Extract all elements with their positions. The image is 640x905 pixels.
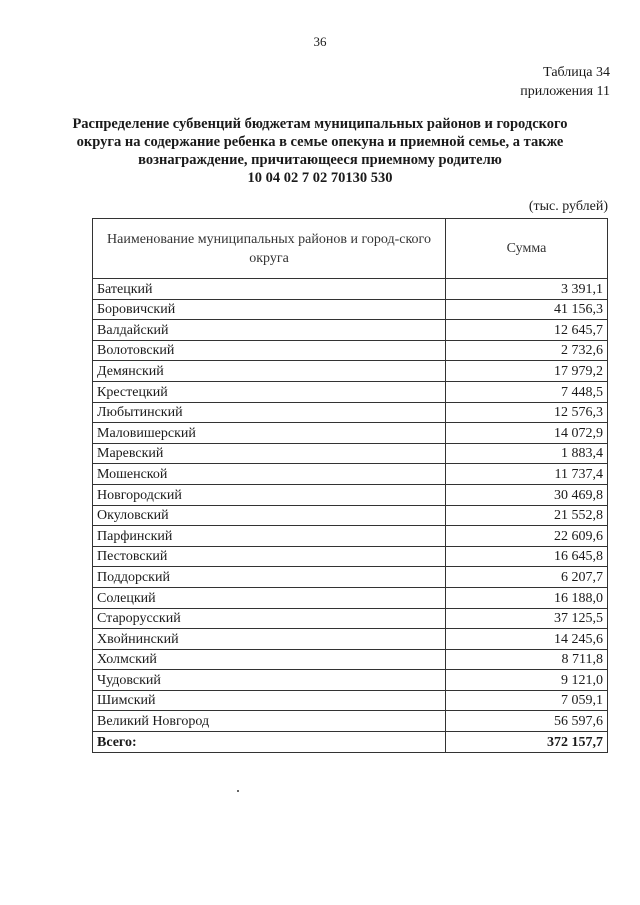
- district-name: Парфинский: [93, 526, 446, 547]
- table-reference: [520, 63, 610, 101]
- table-body: [93, 279, 608, 753]
- district-name: Крестецкий: [93, 381, 446, 402]
- district-name: Пестовский: [93, 546, 446, 567]
- district-name: Окуловский: [93, 505, 446, 526]
- table-row: [93, 381, 608, 402]
- district-name: Старорусский: [93, 608, 446, 629]
- district-sum: 14 245,6: [446, 629, 608, 650]
- table-total-row: [93, 732, 608, 753]
- table-header-row: [93, 219, 608, 279]
- units-label: (тыс. рублей): [528, 199, 608, 214]
- table-row: [93, 711, 608, 732]
- table-row: [93, 546, 608, 567]
- district-sum: 7 448,5: [446, 381, 608, 402]
- table-row: [93, 402, 608, 423]
- subsidy-table: [92, 218, 608, 753]
- table-reference-line: приложения 11: [520, 84, 610, 99]
- district-sum: 11 737,4: [446, 464, 608, 485]
- district-sum: 8 711,8: [446, 649, 608, 670]
- heading-line: вознаграждение, причитающееся приемному родителю: [138, 152, 502, 168]
- district-sum: 16 188,0: [446, 587, 608, 608]
- district-name: Демянский: [93, 361, 446, 382]
- district-sum: 22 609,6: [446, 526, 608, 547]
- document-heading: [60, 115, 580, 187]
- district-name: Боровичский: [93, 299, 446, 320]
- district-name: Чудовский: [93, 670, 446, 691]
- table-row: [93, 279, 608, 300]
- district-sum: 12 645,7: [446, 320, 608, 341]
- table-row: [93, 299, 608, 320]
- district-sum: 16 645,8: [446, 546, 608, 567]
- district-sum: 12 576,3: [446, 402, 608, 423]
- header-name: Наименование муниципальных районов и город-ского округа: [93, 219, 446, 279]
- budget-code: 10 04 02 7 02 70130 530: [247, 170, 393, 186]
- total-sum: 372 157,7: [446, 732, 608, 753]
- district-sum: 1 883,4: [446, 443, 608, 464]
- district-name: Валдайский: [93, 320, 446, 341]
- district-sum: 41 156,3: [446, 299, 608, 320]
- district-name: Мошенской: [93, 464, 446, 485]
- district-sum: 21 552,8: [446, 505, 608, 526]
- district-name: Любытинский: [93, 402, 446, 423]
- district-sum: 3 391,1: [446, 279, 608, 300]
- table-row: [93, 670, 608, 691]
- heading-line: округа на содержание ребенка в семье опекуна и приемной семье, а также: [76, 134, 564, 150]
- district-sum: 56 597,6: [446, 711, 608, 732]
- district-name: Хвойнинский: [93, 629, 446, 650]
- district-sum: 30 469,8: [446, 484, 608, 505]
- table-row: [93, 423, 608, 444]
- table-row: [93, 484, 608, 505]
- district-name: Волотовский: [93, 340, 446, 361]
- table-row: [93, 443, 608, 464]
- district-name: Маловишерский: [93, 423, 446, 444]
- district-name: Поддорский: [93, 567, 446, 588]
- stray-mark: [237, 790, 239, 792]
- header-sum: Сумма: [446, 219, 608, 279]
- district-name: Солецкий: [93, 587, 446, 608]
- district-sum: 14 072,9: [446, 423, 608, 444]
- district-name: Маревский: [93, 443, 446, 464]
- district-sum: 9 121,0: [446, 670, 608, 691]
- total-label: Всего:: [93, 732, 446, 753]
- table-row: [93, 464, 608, 485]
- table-row: [93, 587, 608, 608]
- table-row: [93, 361, 608, 382]
- page-number: 36: [313, 34, 327, 49]
- table-row: [93, 608, 608, 629]
- heading-line: Распределение субвенций бюджетам муниципальных районов и городского: [72, 116, 568, 132]
- district-name: Батецкий: [93, 279, 446, 300]
- table-row: [93, 505, 608, 526]
- district-name: Холмский: [93, 649, 446, 670]
- table-reference-line: Таблица 34: [543, 65, 610, 80]
- district-name: Великий Новгород: [93, 711, 446, 732]
- district-sum: 2 732,6: [446, 340, 608, 361]
- district-name: Новгородский: [93, 484, 446, 505]
- table-row: [93, 340, 608, 361]
- table-row: [93, 649, 608, 670]
- table-row: [93, 629, 608, 650]
- district-name: Шимский: [93, 690, 446, 711]
- district-sum: 37 125,5: [446, 608, 608, 629]
- district-sum: 6 207,7: [446, 567, 608, 588]
- table-row: [93, 567, 608, 588]
- table-row: [93, 690, 608, 711]
- district-sum: 7 059,1: [446, 690, 608, 711]
- table-row: [93, 320, 608, 341]
- district-sum: 17 979,2: [446, 361, 608, 382]
- table-row: [93, 526, 608, 547]
